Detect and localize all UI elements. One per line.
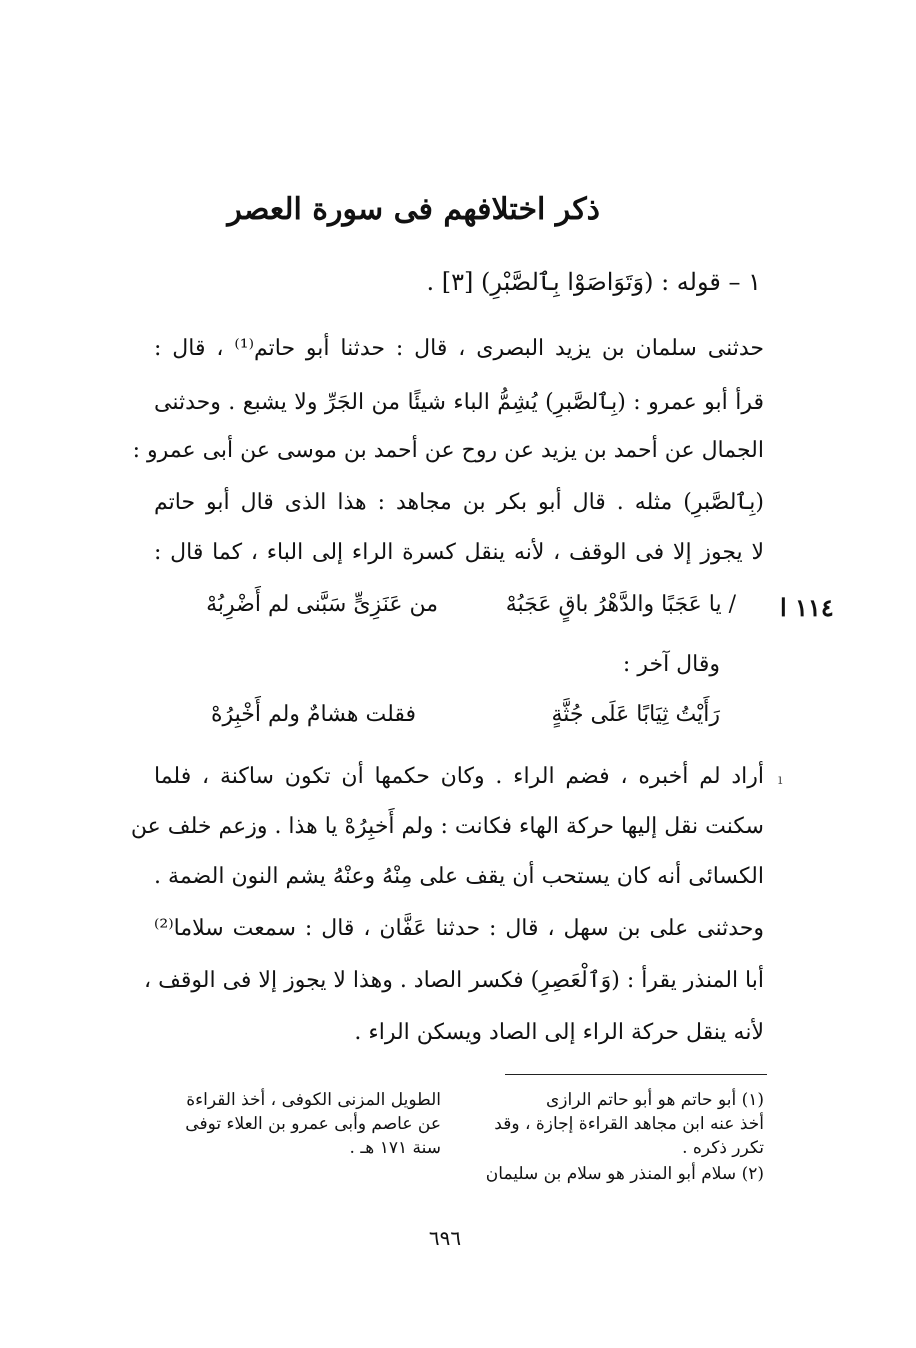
page-number: ٦٩٦: [428, 1226, 462, 1250]
verse-first-hemistich: / يا عَجَبًا والدَّهْرُ باقٍ عَجَبُهْ: [505, 592, 736, 617]
body-line: لأنه ينقل حركة الراء إلى الصاد ويسكن الراء .: [354, 1020, 764, 1045]
margin-mark: ı: [778, 772, 783, 788]
section-heading: ١ – قوله : (وَتَوَاصَوْا بِٱلصَّبْرِ) [٣] .: [426, 268, 761, 296]
verse-second-hemistich: فقلت هشامٌ ولم أَخْبِرُهْ: [210, 702, 416, 727]
body-line: الكسائى أنه كان يستحب أن يقف على مِنْهُ وعنْهُ يشم النون الضمة .: [154, 864, 764, 889]
body-line: قرأ أبو عمرو : (بِٱلصَّبرِ) يُشِمُّ الباء شيئًا من الجَرِّ ولا يشبع . وحدثنى: [154, 390, 764, 415]
body-line: أبا المنذر يقرأ : (وَٱلْعَصِرِ) فكسر الصاد . وهذا لا يجوز إلا فى الوقف ،: [144, 968, 764, 993]
footnote-line: أخذ عنه ابن مجاهد القراءة إجازة ، وقد: [494, 1114, 764, 1134]
page-title: ذكر اختلافهم فى سورة العصر: [227, 192, 600, 227]
body-line: سكنت نقل إليها حركة الهاء فكانت : ولم أَخبِرُهْ يا هذا . وزعم خلف عن: [130, 814, 764, 839]
footnote-line: (١) أبو حاتم هو أبو حاتم الرازى: [545, 1090, 764, 1110]
footnote-line: عن عاصم وأبى عمرو بن العلاء توفى: [185, 1114, 441, 1134]
body-line: أراد لم أخبره ، فضم الراء . وكان حكمها أن تكون ساكنة ، فلما: [154, 764, 764, 789]
footnote-line: تكرر ذكره .: [682, 1138, 764, 1158]
verse-first-hemistich: رَأَيْتُ ثِيَابًا عَلَى جُثَّةٍ: [551, 702, 720, 727]
footnote-line: الطويل المزنى الكوفى ، أخذ القراءة: [186, 1090, 441, 1110]
body-line: الجمال عن أحمد بن يزيد عن روح عن أحمد بن موسى عن أبى عمرو :: [132, 438, 764, 463]
margin-folio-number: ١١٤ ا: [780, 593, 834, 622]
body-line: (بِٱلصَّبرِ) مثله . قال أبو بكر بن مجاهد : هذا الذى قال أبو حاتم: [154, 490, 764, 515]
footnote-line: سنة ١٧١ هـ .: [349, 1138, 441, 1158]
body-line: وحدثنى على بن سهل ، قال : حدثنا عَفَّان ، قال : سمعت سلاما⁽²⁾: [154, 916, 764, 941]
verse-intro: وقال آخر :: [622, 652, 720, 677]
body-line: لا يجوز إلا فى الوقف ، لأنه ينقل كسرة الراء إلى الباء ، كما قال :: [154, 540, 764, 565]
footnote-separator: [505, 1074, 767, 1075]
verse-second-hemistich: من عَنَزِىٍّ سَبَّنى لم أَضْرِبُهْ: [206, 592, 438, 617]
body-line: حدثنى سلمان بن يزيد البصرى ، قال : حدثنا أبو حاتم⁽¹⁾ ، قال :: [154, 336, 764, 361]
footnote-line: (٢) سلام أبو المنذر هو سلام بن سليمان: [485, 1164, 764, 1184]
